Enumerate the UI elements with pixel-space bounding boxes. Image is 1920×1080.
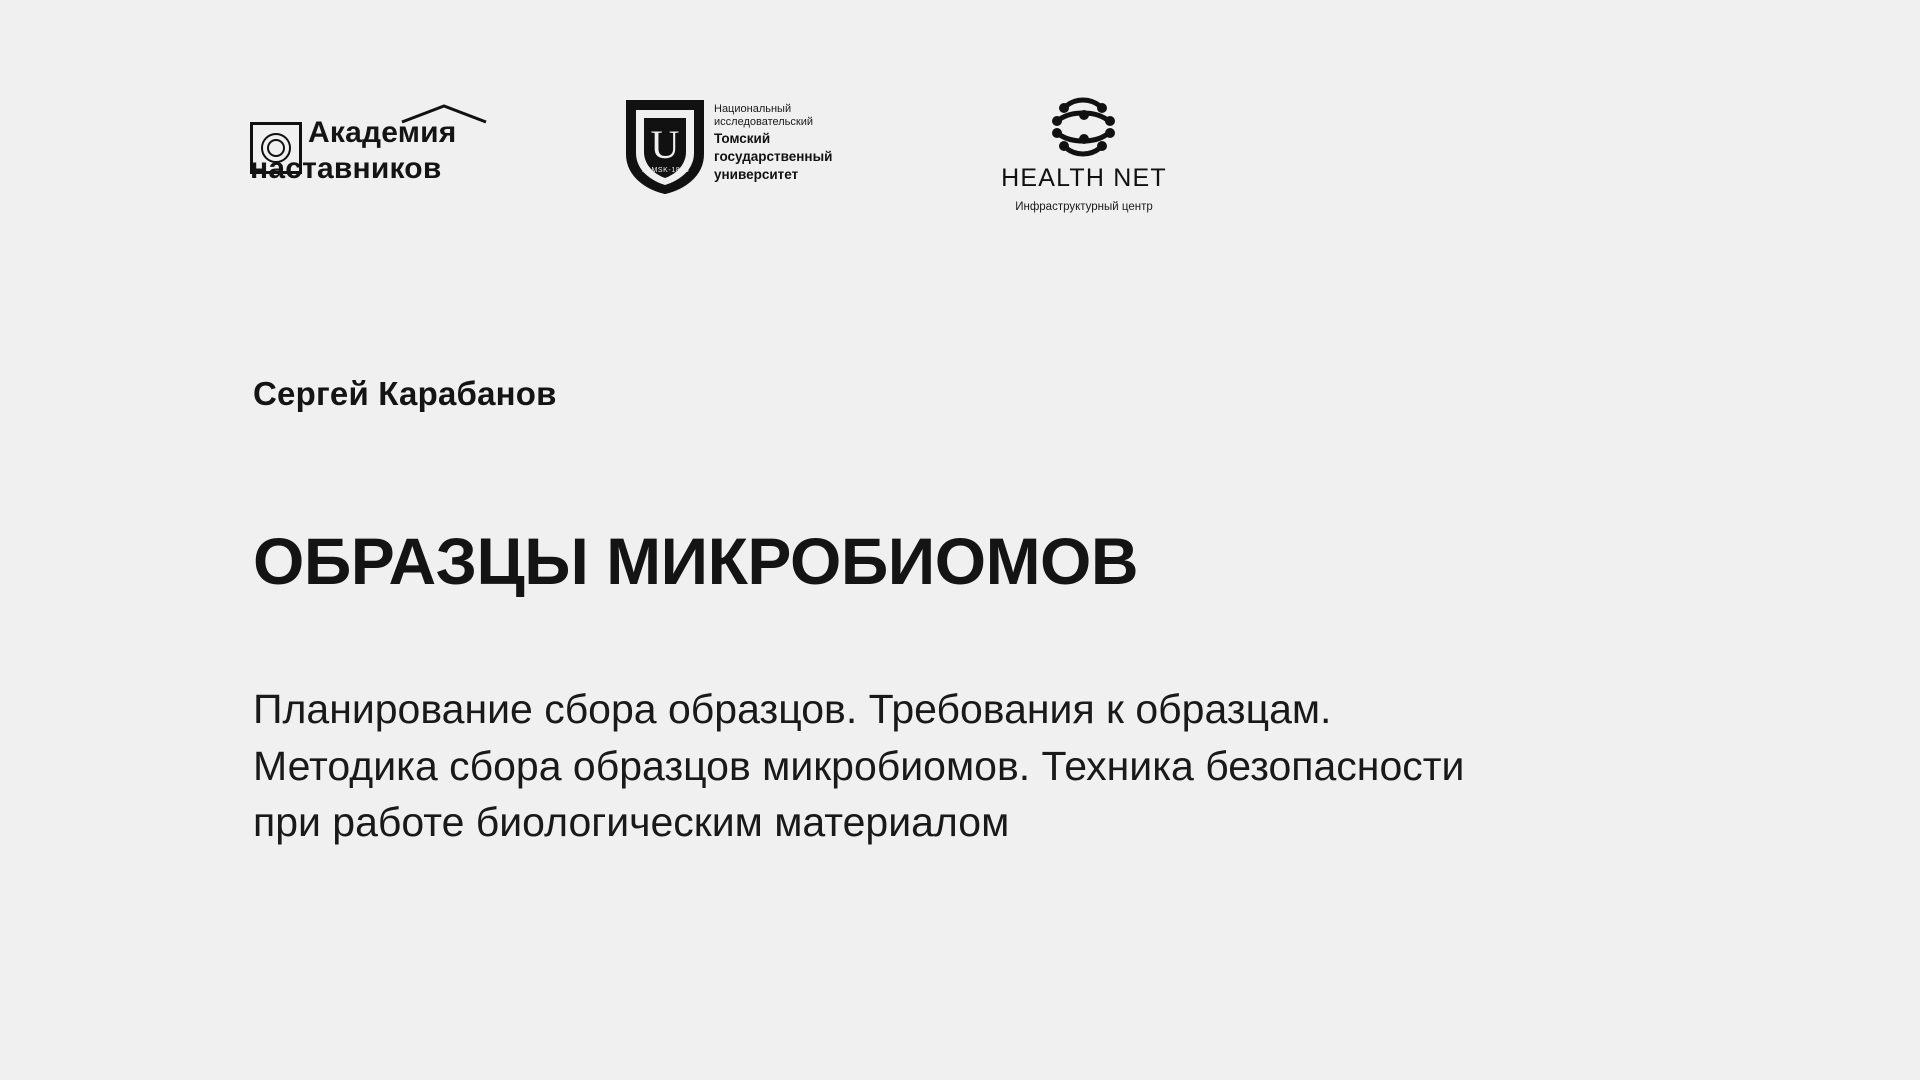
health-net-title: HEALTH NET [1001, 164, 1167, 192]
tsu-line2: исследовательский [714, 115, 813, 128]
tsu-line5: университет [714, 166, 799, 182]
tsu-line1: Национальный [714, 103, 792, 115]
academy-logo-line1: Академия [308, 116, 457, 149]
tsu-line3: Томский [714, 130, 771, 146]
author-name: Сергей Карабанов [253, 375, 557, 412]
page-title: ОБРАЗЦЫ МИКРОБИОМОВ [253, 524, 1139, 599]
tsu-shield-icon [622, 96, 708, 196]
health-net-network-icon [1044, 96, 1124, 158]
tomsk-state-university-logo [622, 96, 872, 196]
academy-of-mentors-logo [250, 96, 512, 196]
tsu-wordmark [714, 103, 832, 183]
health-net-subtitle: Инфраструктурный центр [1015, 201, 1153, 213]
svg-text:TOMSK-1878: TOMSK-1878 [640, 167, 690, 174]
svg-text:U: U [650, 122, 680, 167]
logo-row [250, 96, 1184, 231]
health-net-logo [984, 96, 1184, 231]
tsu-line4: государственный [714, 148, 833, 164]
page-subtitle: Планирование сбора образцов. Требования к образцам. Методика сбора образцов микробиомов. Техника безопасности при работе биологическим материалом [253, 686, 1465, 846]
academy-logo-line2: наставников [250, 152, 442, 185]
